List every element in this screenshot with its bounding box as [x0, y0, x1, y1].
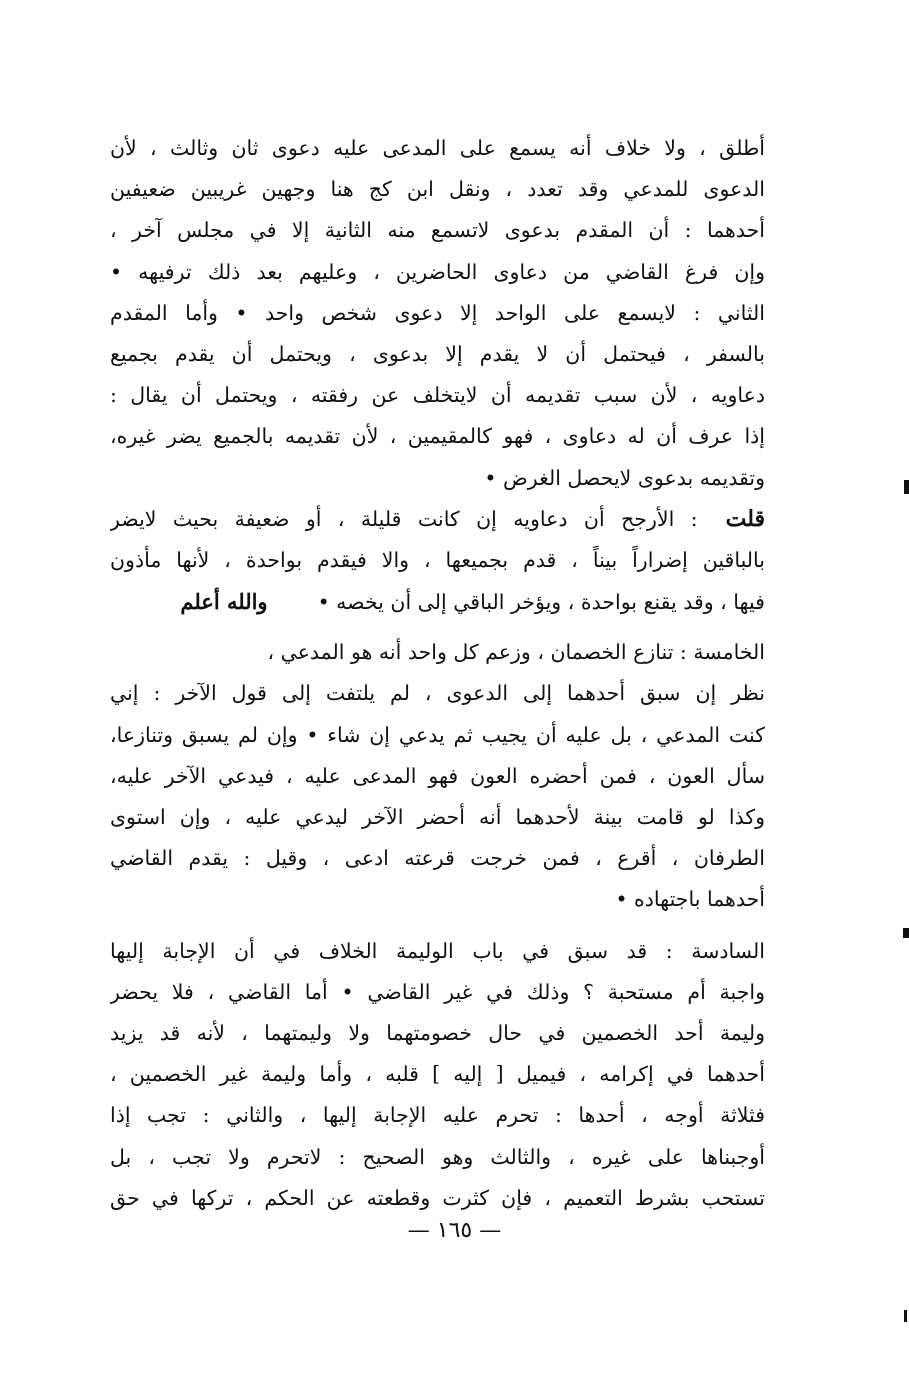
text-line	[110, 499, 765, 540]
text-line: واجبة أم مستحبة ؟ وذلك في غير القاضي • أما القاضي ، فلا يحضر	[110, 979, 765, 1004]
text-line: وإن فرغ القاضي من دعاوى الحاضرين ، وعليهم بعد ذلك ترفيهه •	[110, 259, 765, 284]
text-line: إذا عرف أن له دعاوى ، فهو كالمقيمين ، لأن تقديمه بالجميع يضر غيره،	[110, 424, 765, 449]
text-line: وليمة أحد الخصمين في حال خصومتهما ولا وليمتهما ، لأنه قد يزيد	[110, 1020, 765, 1045]
page-body	[110, 128, 765, 1219]
scan-mark	[904, 480, 909, 494]
text-line	[110, 581, 765, 622]
text-line: تستحب بشرط التعميم ، فإن كثرت وقطعته عن الحكم ، تركها في حق	[110, 1185, 765, 1210]
text-line: فثلاثة أوجه ، أحدها : تحرم عليه الإجابة إليها ، والثاني : تجب إذا	[110, 1103, 765, 1128]
scan-mark	[904, 1310, 907, 1322]
text-line: بالسفر ، فيحتمل أن لا يقدم إلا بدعوى ، ويحتمل أن يقدم بجميع	[110, 341, 765, 366]
text-line: أحدهما في إكرامه ، فيميل [ إليه ] قلبه ، وأما وليمة غير الخصمين ،	[110, 1062, 765, 1087]
text-line: الطرفان ، أقرع ، فمن خرجت قرعته ادعى ، وقيل : يقدم القاضي	[110, 846, 765, 871]
text-line: دعاويه ، لأن سبب تقديمه أن لايتخلف عن رفقته ، ويحتمل أن يقال :	[110, 383, 765, 408]
text-line: وتقديمه بدعوى لايحصل الغرض •	[484, 465, 765, 490]
text-line: أحدهما : أن المقدم بدعوى لاتسمع منه الثانية إلا في مجلس آخر ،	[110, 218, 765, 243]
text-line: أوجبناها على غيره ، والثالث وهو الصحيح : لاتحرم ولا تجب ، بل	[110, 1144, 765, 1169]
wallahu-alam: والله أعلم	[180, 589, 268, 615]
paragraph-2	[110, 499, 765, 623]
text-line: سأل العون ، فمن أحضره العون فهو المدعى عليه ، فيدعي الآخر عليه،	[110, 763, 765, 788]
paragraph-1	[110, 128, 765, 499]
text-fragment: فيها ، وقد يقنع بواحدة ، ويؤخر الباقي إلى أن يخصه •	[317, 590, 765, 615]
text-line: أحدهما باجتهاده •	[615, 887, 765, 912]
text-line: وكذا لو قامت بينة لأحدهما أنه أحضر الآخر ليدعي عليه ، وإن استوى	[110, 805, 765, 829]
scan-mark	[903, 928, 909, 938]
text-line: نظر إن سبق أحدهما إلى الدعوى ، لم يلتفت إلى قول الآخر : إني	[110, 681, 765, 706]
text-line: الدعوى للمدعي وقد تعدد ، ونقل ابن كج هنا وجهين غريبين ضعيفين	[110, 177, 765, 202]
page-number: — ١٦٥ —	[407, 1218, 502, 1243]
text-line: الخامسة : تنازع الخصمان ، وزعم كل واحد أنه هو المدعي ،	[267, 640, 765, 665]
text-line: كنت المدعي ، بل عليه أن يجيب ثم يدعي إن شاء • وإن لم يسبق وتنازعا،	[110, 722, 765, 747]
paragraph-3	[110, 632, 765, 920]
text-line: الثاني : لايسمع على الواحد إلا دعوى شخص واحد • وأما المقدم	[110, 300, 765, 325]
text-line: بالباقين إضراراً بيناً ، قدم بجميعها ، والا فيقدم بواحدة ، لأنها مأذون	[110, 547, 765, 572]
text-line: أطلق ، ولا خلاف أنه يسمع على المدعى عليه دعوى ثان وثالث ، لأن	[110, 136, 765, 160]
paragraph-4	[110, 931, 765, 1219]
text-line: السادسة : قد سبق في باب الوليمة الخلاف في أن الإجابة إليها	[110, 938, 765, 963]
qalat-heading: قلت	[725, 505, 765, 532]
text-fragment: : الأرجح أن دعاويه إن كانت قليلة ، أو ضعيفة بحيث لايضر	[110, 506, 698, 531]
